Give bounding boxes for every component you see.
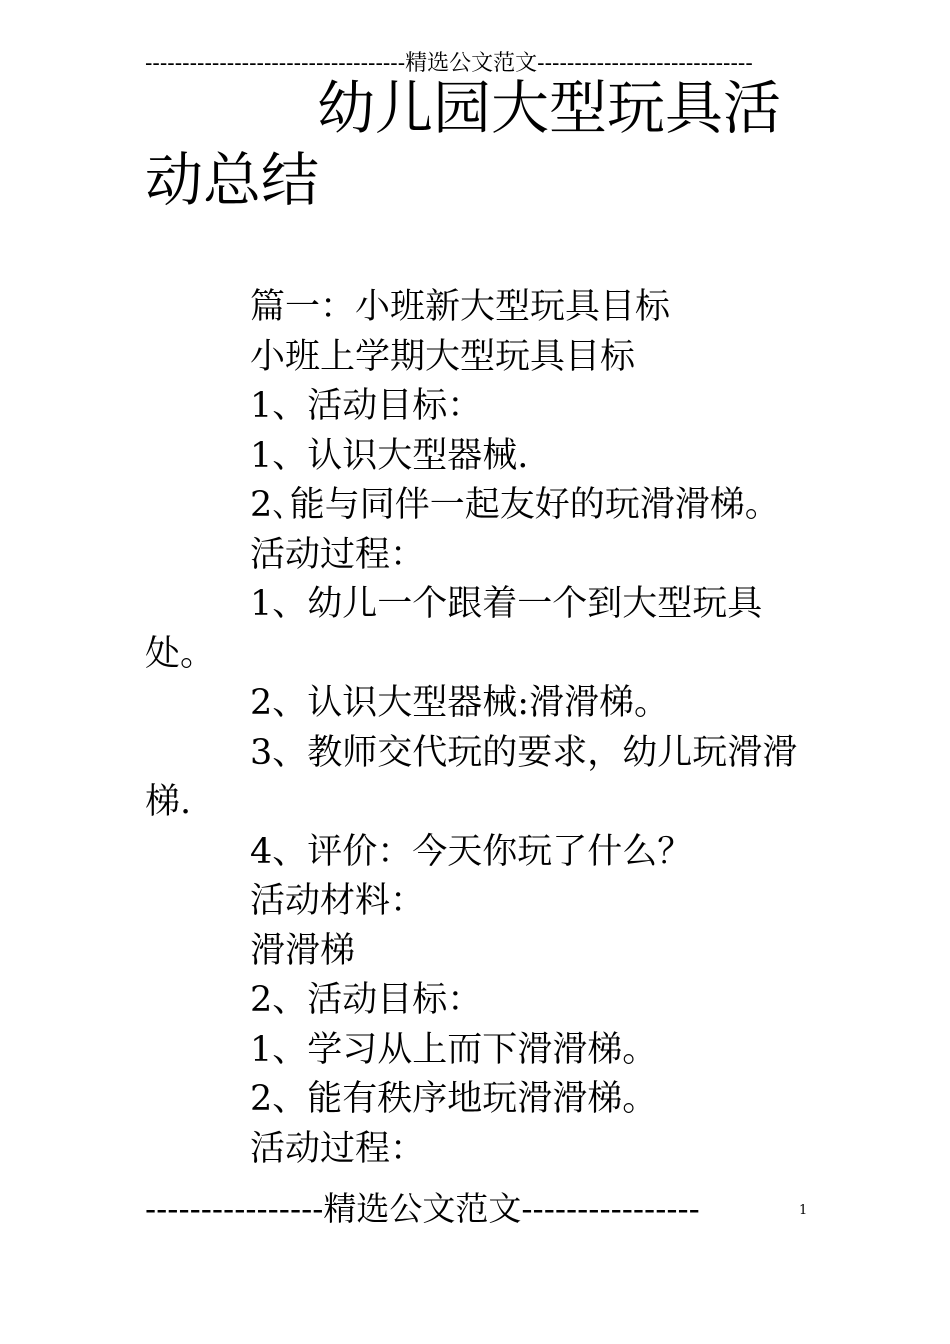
paragraph: 滑滑梯 bbox=[250, 930, 356, 971]
paragraph: 小班上学期大型玩具目标 bbox=[250, 336, 636, 377]
paragraph: 1、幼儿一个跟着一个到大型玩具处。 bbox=[145, 584, 763, 674]
paragraph: 4、评价：今天你玩了什么？ bbox=[250, 831, 693, 872]
paragraph: 2､能与同伴一起友好的玩滑滑梯。 bbox=[250, 485, 780, 525]
paragraph: 2、活动目标： bbox=[250, 980, 483, 1020]
page-number: 1 bbox=[799, 1203, 808, 1218]
page-footer: ----------------精选公文范文---------------- bbox=[145, 1189, 700, 1228]
title-line-1: 幼儿园大型玩具活 bbox=[317, 74, 782, 142]
page-header: -----------------------------------精选公文范文----------------------------- bbox=[145, 51, 753, 76]
paragraph: 1、学习从上而下滑滑梯。 bbox=[250, 1029, 658, 1070]
document-title bbox=[145, 72, 805, 216]
paragraph: 3、教师交代玩的要求，幼儿玩滑滑梯. bbox=[145, 732, 798, 822]
paragraph: 篇一：小班新大型玩具目标 bbox=[250, 287, 671, 327]
paragraph: 1、活动目标： bbox=[250, 386, 483, 426]
title-line-2: 动总结 bbox=[145, 146, 320, 214]
paragraph: 1、认识大型器械. bbox=[250, 435, 529, 476]
paragraph: 活动过程： bbox=[250, 1128, 426, 1169]
paragraph: 2、认识大型器械:滑滑梯。 bbox=[250, 683, 670, 723]
document-body bbox=[145, 283, 810, 1174]
paragraph: 2、能有秩序地玩滑滑梯。 bbox=[250, 1079, 658, 1119]
paragraph: 活动材料： bbox=[250, 881, 426, 921]
paragraph: 活动过程： bbox=[250, 534, 426, 575]
